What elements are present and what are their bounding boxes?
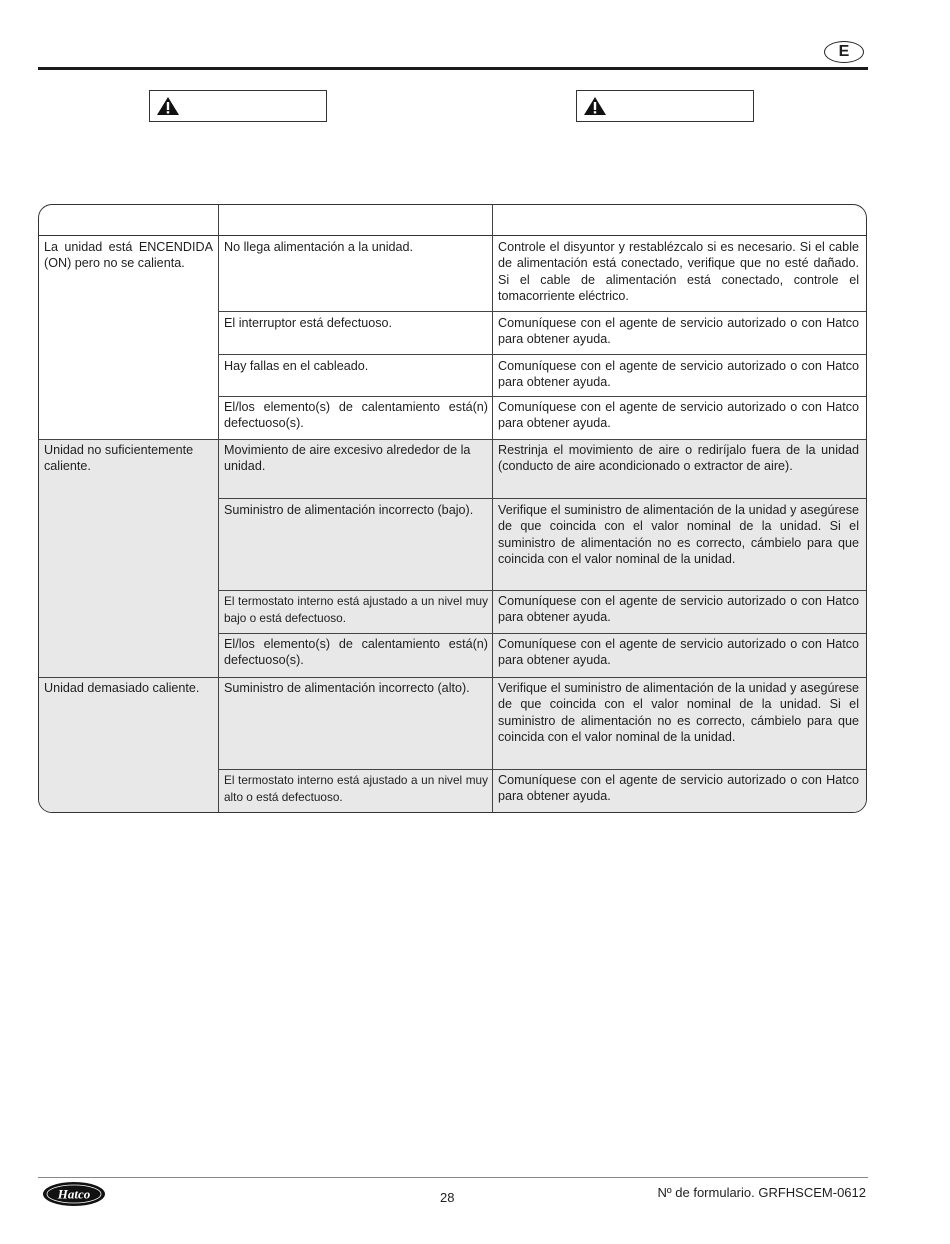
cause-cell: Suministro de alimentación incorrecto (alto). [224,681,470,695]
row-separator [218,396,867,397]
header-rule [38,67,868,70]
table-header [39,205,866,236]
solution-cell: Comuníquese con el agente de servicio autorizado o con Hatco para obtener ayuda. [498,359,859,390]
solution-cell: Restrinja el movimiento de aire o rediríjalo fuera de la unidad (conducto de aire acondicionado o extractor de aire). [498,443,859,474]
cause-cell: El interruptor está defectuoso. [224,316,393,330]
form-number: Nº de formulario. GRFHSCEM-0612 [657,1185,866,1200]
language-badge: E [824,41,864,63]
symptom-cell: Unidad demasiado caliente. [44,681,200,695]
svg-text:Hatco: Hatco [57,1186,91,1202]
solution-cell: Comuníquese con el agente de servicio autorizado o con Hatco para obtener ayuda. [498,773,859,804]
row-separator [218,498,867,499]
row-separator [218,590,867,591]
footer-rule [38,1177,868,1178]
solution-cell: Comuníquese con el agente de servicio autorizado o con Hatco para obtener ayuda. [498,637,859,668]
solution-cell: Controle el disyuntor y restablézcalo si es necesario. Si el cable de alimentación está conectado, verifique que no esté dañado. Si el cable de alimentación está conectado, controle el tomacorriente eléctrico. [498,240,859,303]
cause-cell: Movimiento de aire excesivo alrededor de la unidad. [224,443,471,474]
warning-box-right [576,90,754,122]
cause-cell: El termostato interno está ajustado a un nivel muy bajo o está defectuoso. [224,594,488,625]
cause-cell: Suministro de alimentación incorrecto (bajo). [224,503,474,517]
cause-cell: No llega alimentación a la unidad. [224,240,414,254]
row-separator [218,354,867,355]
page-number: 28 [440,1190,455,1205]
solution-cell: Comuníquese con el agente de servicio autorizado o con Hatco para obtener ayuda. [498,400,859,431]
cause-cell: El/los elemento(s) de calentamiento está(n) defectuoso(s). [224,400,488,431]
cause-cell: El/los elemento(s) de calentamiento está(n) defectuoso(s). [224,637,488,668]
troubleshooting-table [38,204,867,813]
solution-cell: Comuníquese con el agente de servicio autorizado o con Hatco para obtener ayuda. [498,316,859,347]
warning-box-left [149,90,327,122]
group-separator [39,677,866,678]
column-divider [492,205,493,813]
warning-triangle-icon [583,96,607,116]
group-separator [39,439,866,440]
solution-cell: Comuníquese con el agente de servicio autorizado o con Hatco para obtener ayuda. [498,594,859,625]
row-separator [218,769,867,770]
hatco-logo [42,1180,106,1208]
solution-cell: Verifique el suministro de alimentación de la unidad y asegúrese de que coincida con el valor nominal de la unidad. Si el suministro de alimentación no es correcto, cámbielo para que coincida con el valor nominal de la unidad. [498,503,859,566]
column-divider [218,205,219,813]
row-separator [218,311,867,312]
row-separator [218,633,867,634]
solution-cell: Verifique el suministro de alimentación de la unidad y asegúrese de que coincida con el valor nominal de la unidad. Si el suministro de alimentación no es correcto, cámbielo para que coincida con el valor nominal de la unidad. [498,681,859,744]
cause-cell: Hay fallas en el cableado. [224,359,369,373]
warning-triangle-icon [156,96,180,116]
cause-cell: El termostato interno está ajustado a un nivel muy alto o está defectuoso. [224,773,488,804]
symptom-cell: Unidad no suficientemente caliente. [44,443,194,474]
symptom-cell: La unidad está ENCENDIDA (ON) pero no se calienta. [44,240,213,271]
